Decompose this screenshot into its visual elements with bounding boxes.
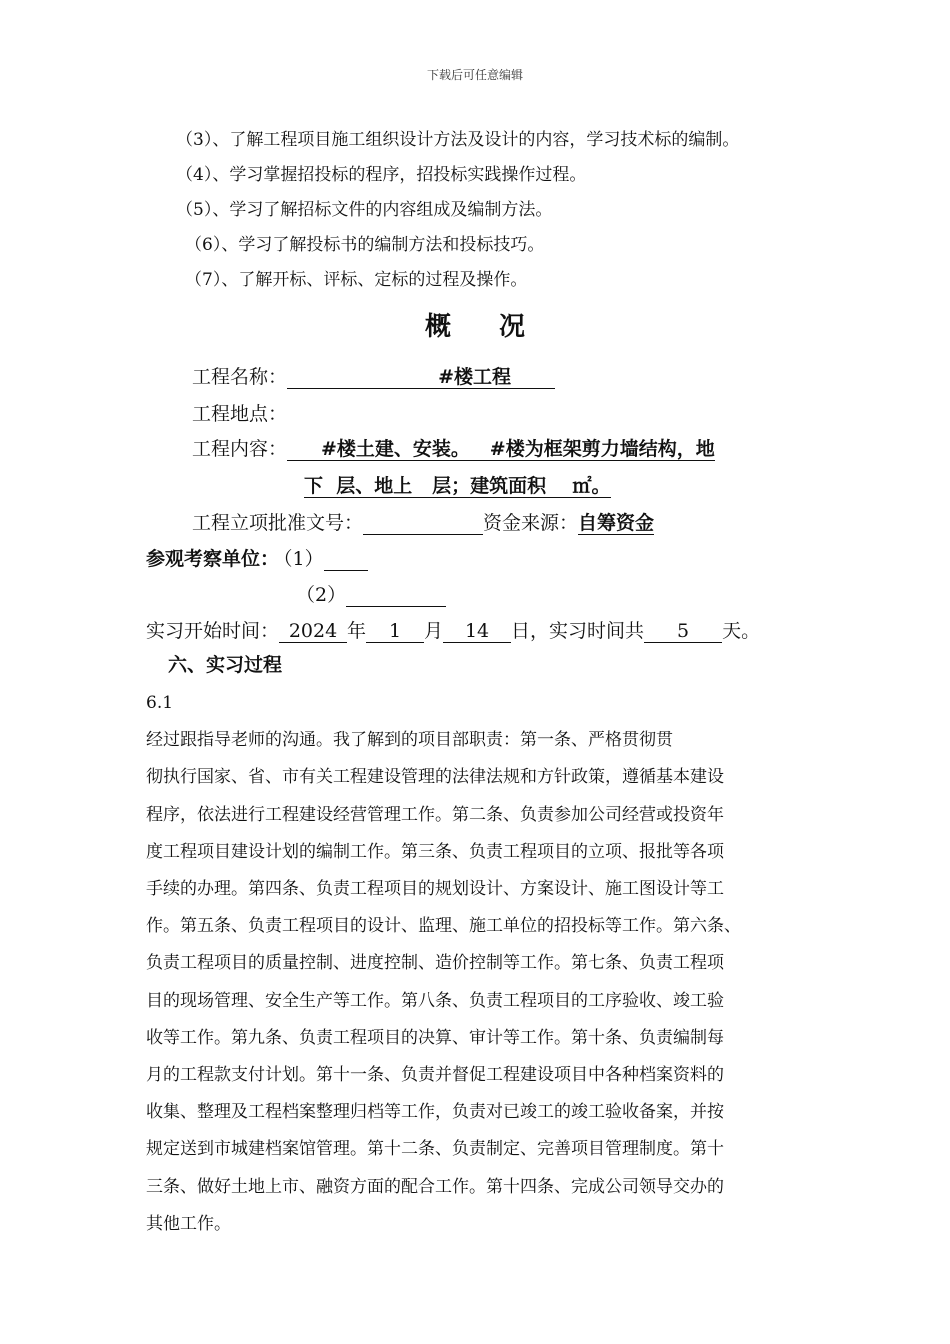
list-item: （3）、了解工程项目施工组织设计方法及设计的内容，学习技术标的编制。 bbox=[176, 130, 740, 150]
section-title-overview: 概况 bbox=[424, 312, 573, 342]
project-content-row-2 bbox=[304, 471, 611, 498]
paragraph-line: 度工程项目建设计划的编制工作。第三条、负责工程项目的立项、报批等各项 bbox=[146, 841, 724, 862]
paragraph-number: 6.1 bbox=[146, 693, 174, 713]
project-content-row bbox=[192, 434, 715, 461]
list-item: （5）、学习了解招标文件的内容组成及编制方法。 bbox=[176, 200, 553, 220]
visit-row-2 bbox=[296, 580, 446, 607]
paragraph-line: 三条、做好土地上市、融资方面的配合工作。第十四条、完成公司领导交办的 bbox=[146, 1176, 724, 1197]
list-item: （6）、学习了解投标书的编制方法和投标技巧。 bbox=[185, 235, 545, 255]
visit-item-2: （2） bbox=[296, 584, 347, 606]
project-name-label: 工程名称： bbox=[192, 366, 288, 388]
paragraph-line: 收集、整理及工程档案整理归档等工作，负责对已竣工的竣工验收备案，并按 bbox=[146, 1102, 724, 1123]
time-days-unit: 天。 bbox=[722, 620, 761, 642]
paragraph-line: 负责工程项目的质量控制、进度控制、造价控制等工作。第七条、负责工程项 bbox=[146, 953, 724, 974]
approval-label: 工程立项批准文号： bbox=[192, 512, 364, 534]
visit-label: 参观考察单位： bbox=[146, 548, 280, 570]
visit-blank-1 bbox=[324, 548, 368, 571]
paragraph-line: 规定送到市城建档案馆管理。第十二条、负责制定、完善项目管理制度。第十 bbox=[146, 1139, 724, 1160]
approval-row bbox=[192, 508, 654, 535]
paragraph-line: 收等工作。第九条、负责工程项目的决算、审计等工作。第十条、负责编制每 bbox=[146, 1027, 724, 1048]
time-month-unit: 月 bbox=[424, 620, 444, 642]
project-location-row bbox=[192, 399, 287, 426]
list-item: （4）、学习掌握招投标的程序，招投标实践操作过程。 bbox=[176, 165, 587, 185]
fund-value: 自筹资金 bbox=[578, 512, 655, 534]
paragraph-6-1 bbox=[146, 685, 810, 1243]
page-header: 下载后可任意编辑 bbox=[426, 68, 523, 82]
paragraph-line: 目的现场管理、安全生产等工作。第八条、负责工程项目的工序验收、竣工验 bbox=[146, 990, 724, 1011]
time-year-unit: 年 bbox=[347, 620, 367, 642]
time-month: 1 bbox=[366, 620, 424, 643]
time-day: 14 bbox=[443, 620, 511, 643]
project-content-line2: 下 层、地上 层；建筑面积 ㎡。 bbox=[304, 475, 611, 497]
project-content-line1: #楼土建、安装。 #楼为框架剪力墙结构，地 bbox=[287, 438, 715, 461]
paragraph-line: 程序，依法进行工程建设经营管理工作。第二条、负责参加公司经营或投资年 bbox=[146, 804, 724, 825]
visit-blank-2 bbox=[346, 584, 446, 607]
paragraph-line: 作。第五条、负责工程项目的设计、监理、施工单位的招投标等工作。第六条、 bbox=[146, 916, 741, 937]
project-content-label: 工程内容： bbox=[192, 438, 288, 460]
project-location-label: 工程地点： bbox=[192, 403, 288, 425]
paragraph-line: 手续的办理。第四条、负责工程项目的规划设计、方案设计、施工图设计等工 bbox=[146, 879, 724, 900]
time-day-unit: 日，实习时间共 bbox=[511, 620, 645, 642]
paragraph-line: 6.1 经过跟指导老师的沟通。我了解到的项目部职责：第一条、严格贯彻贯 bbox=[146, 685, 810, 759]
fund-label: 资金来源： bbox=[483, 512, 579, 534]
project-name-value: #楼工程 bbox=[287, 366, 555, 389]
list-item: （7）、了解开标、评标、定标的过程及操作。 bbox=[185, 270, 528, 290]
time-year: 2024 bbox=[279, 620, 347, 643]
time-days: 5 bbox=[644, 620, 722, 643]
approval-blank bbox=[363, 512, 483, 535]
visit-item-1: （1） bbox=[283, 548, 324, 570]
paragraph-line: 彻执行国家、省、市有关工程建设管理的法律法规和方针政策，遵循基本建设 bbox=[146, 767, 724, 788]
paragraph-line: 其他工作。 bbox=[146, 1213, 231, 1234]
internship-time-row bbox=[146, 616, 760, 643]
visit-row-1 bbox=[146, 544, 368, 571]
time-label: 实习开始时间： bbox=[146, 620, 280, 642]
paragraph-line: 月的工程款支付计划。第十一条、负责并督促工程建设项目中各种档案资料的 bbox=[146, 1065, 724, 1086]
project-name-row bbox=[192, 362, 555, 389]
section-heading-process: 六、实习过程 bbox=[168, 654, 283, 676]
